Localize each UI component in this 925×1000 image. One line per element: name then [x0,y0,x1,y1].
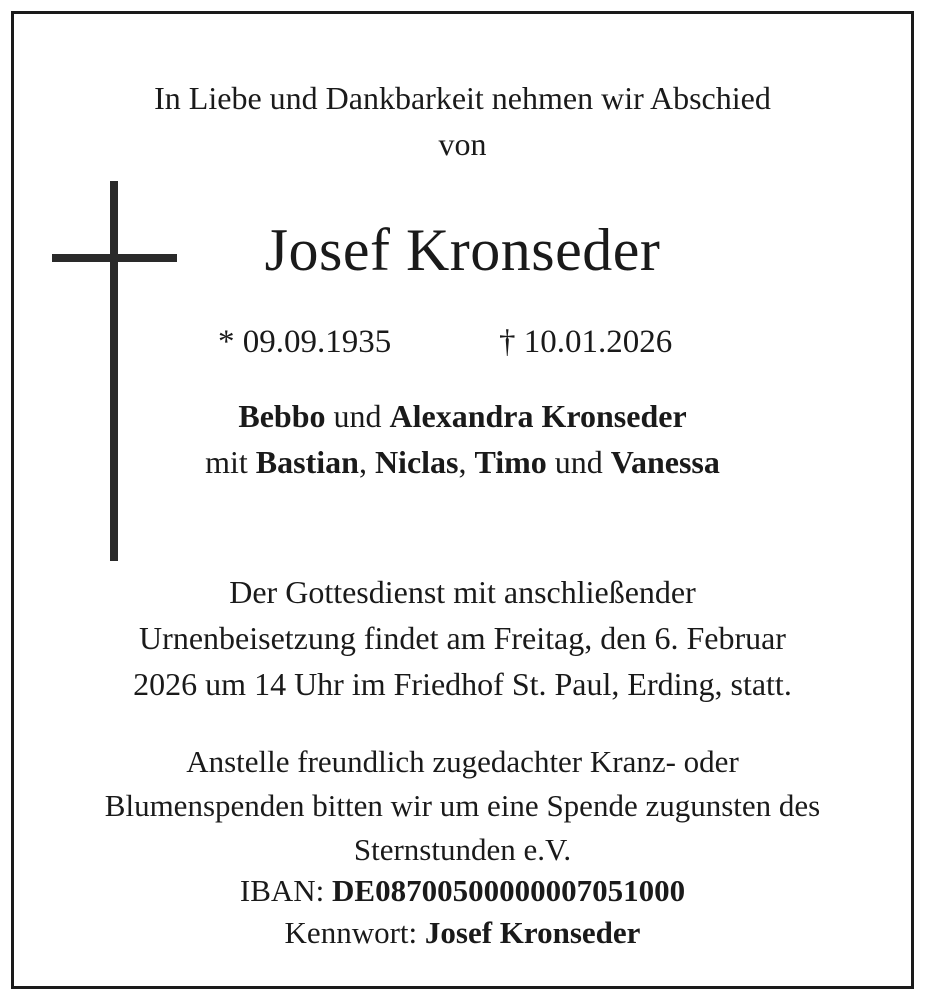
family-line-1 [0,396,925,436]
service-line-1: Der Gottesdienst mit anschließender [229,574,696,610]
family-connector: , [358,444,375,480]
family-name: Alexandra Kronseder [389,398,687,434]
family-name: Bastian [255,444,359,480]
iban-label: IBAN: [239,873,333,908]
donation-line-2: Blumenspenden bitten wir um eine Spende zugunsten des [104,788,821,823]
family-name: Niclas [374,444,459,480]
family-connector: und [546,444,611,480]
family-line-2 [0,442,925,482]
von-text: von [438,126,487,162]
family-name: Timo [474,444,547,480]
family-connector: mit [205,444,256,480]
family-name: Bebbo [238,398,326,434]
service-line-3: 2026 um 14 Uhr im Friedhof St. Paul, Erding, statt. [133,666,792,702]
keyword-label: Kennwort: [284,915,425,950]
family-connector: und [325,398,390,434]
birth-date: * 09.09.1935 [218,324,392,360]
donation-line-1: Anstelle freundlich zugedachter Kranz- oder [186,744,739,779]
iban-value: DE08700500000007051000 [332,873,686,908]
deceased-name: Josef Kronseder [264,217,661,283]
donation-line-3: Sternstunden e.V. [353,832,572,867]
death-date: † 10.01.2026 [499,324,673,360]
keyword-value: Josef Kronseder [424,915,641,950]
family-connector: , [458,444,475,480]
intro-text: In Liebe und Dankbarkeit nehmen wir Abschied [154,80,771,116]
keyword-line [0,913,925,953]
family-name: Vanessa [610,444,720,480]
iban-line [0,871,925,911]
service-line-2: Urnenbeisetzung findet am Freitag, den 6. Februar [139,620,786,656]
